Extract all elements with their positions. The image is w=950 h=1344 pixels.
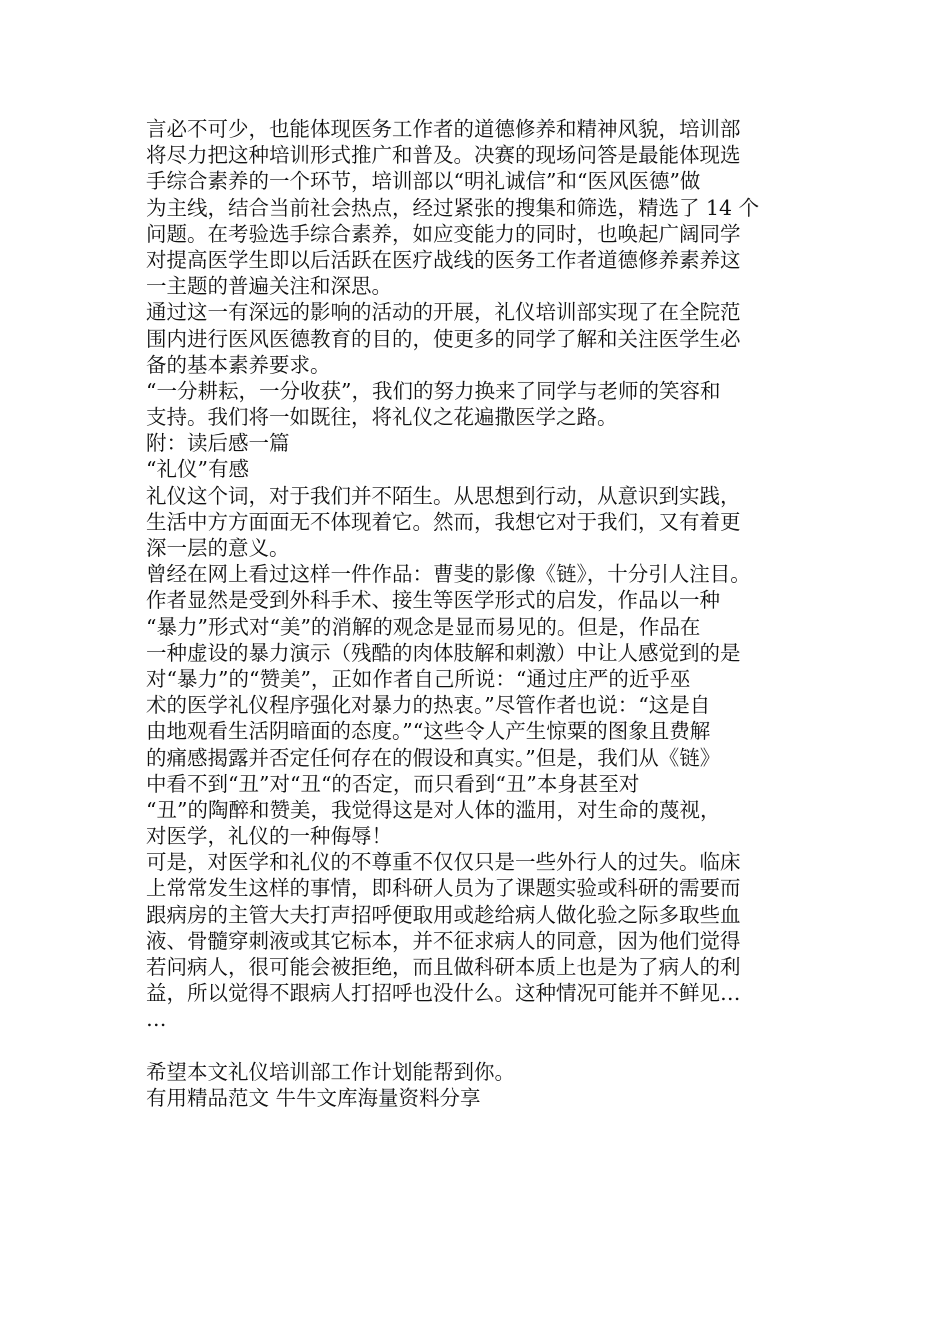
text-line: 礼仪这个词，对于我们并不陌生。从思想到行动，从意识到实践， (146, 483, 741, 508)
text-line: 可是，对医学和礼仪的不尊重不仅仅只是一些外行人的过失。临床 (146, 850, 741, 875)
spacer (146, 1033, 806, 1059)
text-line: 言必不可少，也能体现医务工作者的道德修养和精神风貌，培训部 (146, 117, 741, 141)
text-line: 中看不到“丑”对“丑“的否定，而只看到“丑”本身甚至对 (146, 771, 640, 796)
text-line: 液、骨髓穿刺液或其它标本，并不征求病人的同意，因为他们觉得 (146, 928, 741, 953)
text-line: 对“暴力”的“赞美”，正如作者自己所说：“通过庄严的近乎巫 (146, 666, 691, 691)
text-line: 由地观看生活阴暗面的态度。”“这些令人产生惊粟的图象且费解 (146, 719, 711, 744)
text-line: … (146, 1007, 167, 1032)
text-line: “丑”的陶醉和赞美，我觉得这是对人体的滥用，对生命的蔑视， (146, 797, 721, 822)
text-line: 围内进行医风医德教育的目的，使更多的同学了解和关注医学生必 (146, 326, 741, 351)
text-line: 一种虚设的暴力演示（残酷的肉体肢解和刺激）中让人感觉到的是 (146, 640, 741, 665)
text-line: “暴力”形式对“美”的消解的观念是显而易见的。但是，作品在 (146, 614, 701, 639)
text-line: 为主线，结合当前社会热点，经过紧张的搜集和筛选，精选了 14 个 (146, 195, 760, 220)
text-line: 一主题的普遍关注和深思。 (146, 274, 392, 299)
body-text (146, 116, 806, 1033)
text-line: “一分耕耘，一分收获”，我们的努力换来了同学与老师的笑容和 (146, 378, 721, 403)
text-line: 深一层的意义。 (146, 536, 290, 560)
document-body (146, 116, 806, 1111)
text-line: 的痛感揭露并否定任何存在的假设和真实。”但是，我们从《链》 (146, 745, 721, 770)
text-line: 术的医学礼仪程序强化对暴力的热衷。”尽管作者也说：“这是自 (146, 693, 711, 718)
text-line: 手综合素养的一个环节，培训部以“明礼诚信”和“医风医德”做 (146, 169, 701, 194)
essay-title: “礼仪”有感 (146, 457, 249, 482)
text-line: 支持。我们将一如既往，将礼仪之花遍撒医学之路。 (146, 405, 618, 430)
text-line: 上常常发生这样的事情，即科研人员为了课题实验或科研的需要而 (146, 876, 741, 901)
text-line: 问题。在考验选手综合素养，如应变能力的同时，也唤起广阔同学 (146, 221, 741, 246)
text-line: 若问病人，很可能会被拒绝，而且做科研本质上也是为了病人的利 (146, 955, 741, 979)
text-line: 益，所以觉得不跟病人打招呼也没什么。这种情况可能并不鲜见… (146, 981, 741, 1006)
appendix-heading: 附：读后感一篇 (146, 431, 290, 456)
text-line: 生活中方方面面无不体现着它。然而，我想它对于我们，又有着更 (146, 509, 741, 534)
text-line: 将尽力把这种培训形式推广和普及。决赛的现场问答是最能体现选 (146, 143, 741, 168)
text-line: 作者显然是受到外科手术、接生等医学形式的启发，作品以一种 (146, 588, 720, 613)
footer-line: 有用精品范文 牛牛文库海量资料分享 (146, 1085, 481, 1110)
text-line: 曾经在网上看过这样一件作品：曹斐的影像《链》，十分引人注目。 (146, 562, 751, 587)
text-line: 对医学，礼仪的一种侮辱！ (146, 824, 392, 849)
closing-line: 希望本文礼仪培训部工作计划能帮到你。 (146, 1059, 515, 1084)
text-line: 通过这一有深远的影响的活动的开展，礼仪培训部实现了在全院范 (146, 300, 741, 325)
text-line: 对提高医学生即以后活跃在医疗战线的医务工作者道德修养素养这 (146, 247, 741, 272)
text-line: 跟病房的主管大夫打声招呼便取用或趁给病人做化验之际多取些血 (146, 902, 741, 927)
text-line: 备的基本素养要求。 (146, 352, 331, 377)
